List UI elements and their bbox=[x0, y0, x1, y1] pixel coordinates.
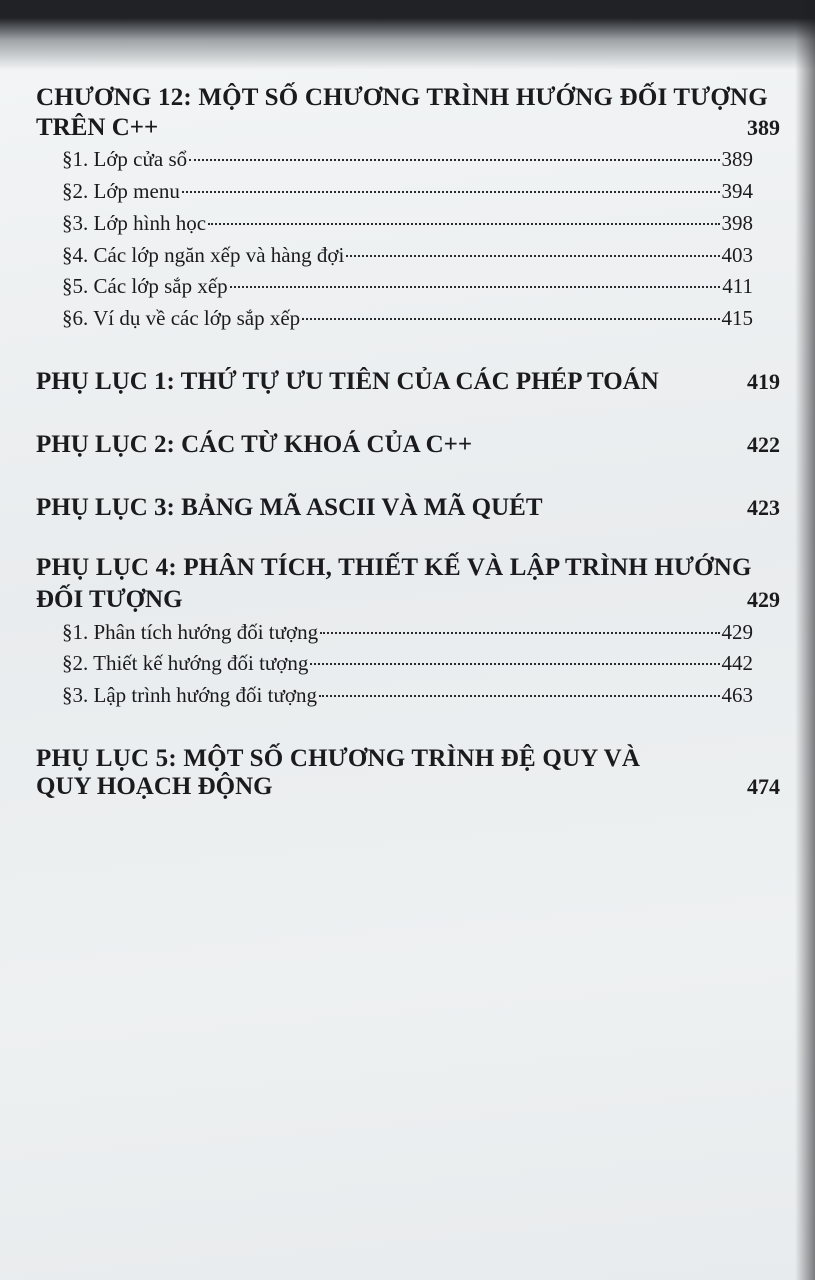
section-label: §4. Các lớp ngăn xếp và hàng đợi bbox=[62, 243, 345, 267]
appendix-5-title-row bbox=[36, 773, 780, 801]
appendix-4-title-row bbox=[36, 586, 780, 614]
dot-leader bbox=[230, 286, 721, 288]
appendix-5-page: 474 bbox=[747, 774, 780, 799]
top-shadow bbox=[0, 0, 815, 70]
appendix-5-title-line2: QUY HOẠCH ĐỘNG bbox=[36, 773, 273, 800]
appendix-1-title: PHỤ LỤC 1: THỨ TỰ ƯU TIÊN CỦA CÁC PHÉP TOÁN bbox=[36, 368, 659, 395]
section-label: §2. Lớp menu bbox=[62, 179, 180, 203]
appendix-2-row bbox=[36, 431, 780, 459]
section-page: 411 bbox=[722, 274, 753, 298]
appendix-4-title-line2: ĐỐI TƯỢNG bbox=[36, 586, 183, 613]
appendix-4-page: 429 bbox=[747, 587, 780, 612]
section-page: 429 bbox=[721, 620, 753, 644]
dot-leader bbox=[182, 191, 720, 193]
appendix-4-title-line1: PHỤ LỤC 4: PHÂN TÍCH, THIẾT KẾ VÀ LẬP TRÌNH HƯỚNG bbox=[36, 554, 752, 581]
toc-section-row bbox=[62, 651, 753, 676]
dot-leader bbox=[208, 223, 719, 225]
section-page: 442 bbox=[721, 651, 753, 675]
section-label: §1. Phân tích hướng đối tượng bbox=[62, 620, 319, 644]
dot-leader bbox=[320, 632, 719, 634]
section-page: 403 bbox=[721, 243, 753, 267]
appendix-1-page: 419 bbox=[747, 369, 780, 394]
toc-section-row bbox=[62, 147, 753, 172]
chapter-12-title-line1: CHƯƠNG 12: MỘT SỐ CHƯƠNG TRÌNH HƯỚNG ĐỐI TƯỢNG bbox=[36, 84, 768, 111]
toc-section-row bbox=[62, 620, 753, 645]
section-label: §5. Các lớp sắp xếp bbox=[62, 274, 228, 298]
section-label: §2. Thiết kế hướng đối tượng bbox=[62, 651, 309, 675]
dot-leader bbox=[346, 255, 719, 257]
appendix-5-title-line1: PHỤ LỤC 5: MỘT SỐ CHƯƠNG TRÌNH ĐỆ QUY VÀ bbox=[36, 745, 641, 772]
chapter-12-page: 389 bbox=[747, 115, 780, 140]
appendix-3-page: 423 bbox=[747, 495, 780, 520]
section-page: 398 bbox=[721, 211, 753, 235]
chapter-12-title-line2: TRÊN C++ bbox=[36, 114, 159, 141]
toc-section-row bbox=[62, 683, 753, 708]
appendix-3-title: PHỤ LỤC 3: BẢNG MÃ ASCII VÀ MÃ QUÉT bbox=[36, 494, 543, 521]
dot-leader bbox=[319, 695, 720, 697]
appendix-2-title: PHỤ LỤC 2: CÁC TỪ KHOÁ CỦA C++ bbox=[36, 431, 473, 458]
section-page: 394 bbox=[721, 179, 753, 203]
chapter-12-title-row bbox=[36, 114, 780, 142]
section-page: 415 bbox=[721, 306, 753, 330]
toc-section-row bbox=[62, 306, 753, 331]
dot-leader bbox=[310, 663, 719, 665]
toc-section-row bbox=[62, 211, 753, 236]
toc-section-row bbox=[62, 179, 753, 204]
appendix-2-page: 422 bbox=[747, 432, 780, 457]
right-edge-shadow bbox=[795, 0, 815, 1280]
dot-leader bbox=[189, 159, 719, 161]
appendix-3-row bbox=[36, 494, 780, 522]
toc-section-row bbox=[62, 243, 753, 268]
section-page: 463 bbox=[721, 683, 753, 707]
section-label: §3. Lập trình hướng đối tượng bbox=[62, 683, 317, 707]
dot-leader bbox=[302, 318, 719, 320]
section-page: 389 bbox=[721, 147, 753, 171]
toc-section-row bbox=[62, 274, 753, 299]
section-label: §3. Lớp hình học bbox=[62, 211, 207, 235]
section-label: §6. Ví dụ về các lớp sắp xếp bbox=[62, 306, 301, 330]
section-label: §1. Lớp cửa sổ bbox=[62, 147, 188, 171]
appendix-1-row bbox=[36, 368, 780, 396]
